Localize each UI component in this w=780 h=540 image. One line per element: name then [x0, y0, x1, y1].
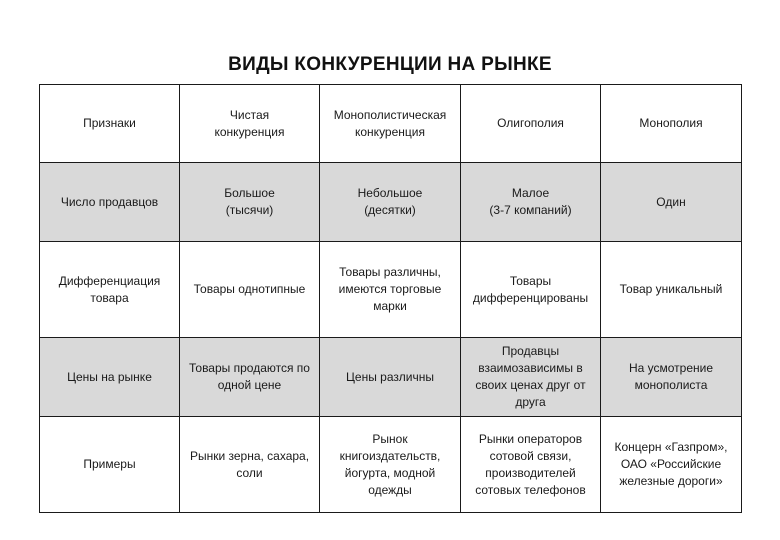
table-cell: Товары дифференцированы	[461, 242, 601, 338]
table-cell: Малое (3-7 компаний)	[461, 163, 601, 242]
table-cell: Товары различны, имеются торговые марки	[320, 242, 461, 338]
table-row	[40, 242, 742, 338]
competition-types-table	[39, 84, 742, 513]
table-cell: Рынки операторов сотовой связи, производителей сотовых телефонов	[461, 417, 601, 513]
header-features: Признаки	[40, 85, 180, 163]
header-monopolistic-competition: Монополистическая конкуренция	[320, 85, 461, 163]
table-cell: Товары однотипные	[180, 242, 320, 338]
table-cell: Концерн «Газпром», ОАО «Российские железные дороги»	[601, 417, 742, 513]
table-cell: Товар уникальный	[601, 242, 742, 338]
table-cell: Рынок книгоиздательств, йогурта, модной одежды	[320, 417, 461, 513]
table-cell: Продавцы взаимозависимы в своих ценах друг от друга	[461, 338, 601, 417]
row-label-sellers: Число продавцов	[40, 163, 180, 242]
table-cell: Рынки зерна, сахара, соли	[180, 417, 320, 513]
table-cell: Товары продаются по одной цене	[180, 338, 320, 417]
row-label-prices: Цены на рынке	[40, 338, 180, 417]
table-cell: Большое (тысячи)	[180, 163, 320, 242]
table-cell: Один	[601, 163, 742, 242]
table-cell: Небольшое (десятки)	[320, 163, 461, 242]
header-perfect-competition: Чистая конкуренция	[180, 85, 320, 163]
header-monopoly: Монополия	[601, 85, 742, 163]
row-label-differentiation: Дифференциация товара	[40, 242, 180, 338]
table-header-row	[40, 85, 742, 163]
table-cell: Цены различны	[320, 338, 461, 417]
header-oligopoly: Олигополия	[461, 85, 601, 163]
page-title: ВИДЫ КОНКУРЕНЦИИ НА РЫНКЕ	[228, 54, 552, 75]
row-label-examples: Примеры	[40, 417, 180, 513]
table-row	[40, 163, 742, 242]
table-cell: На усмотрение монополиста	[601, 338, 742, 417]
table-row	[40, 417, 742, 513]
table-row	[40, 338, 742, 417]
